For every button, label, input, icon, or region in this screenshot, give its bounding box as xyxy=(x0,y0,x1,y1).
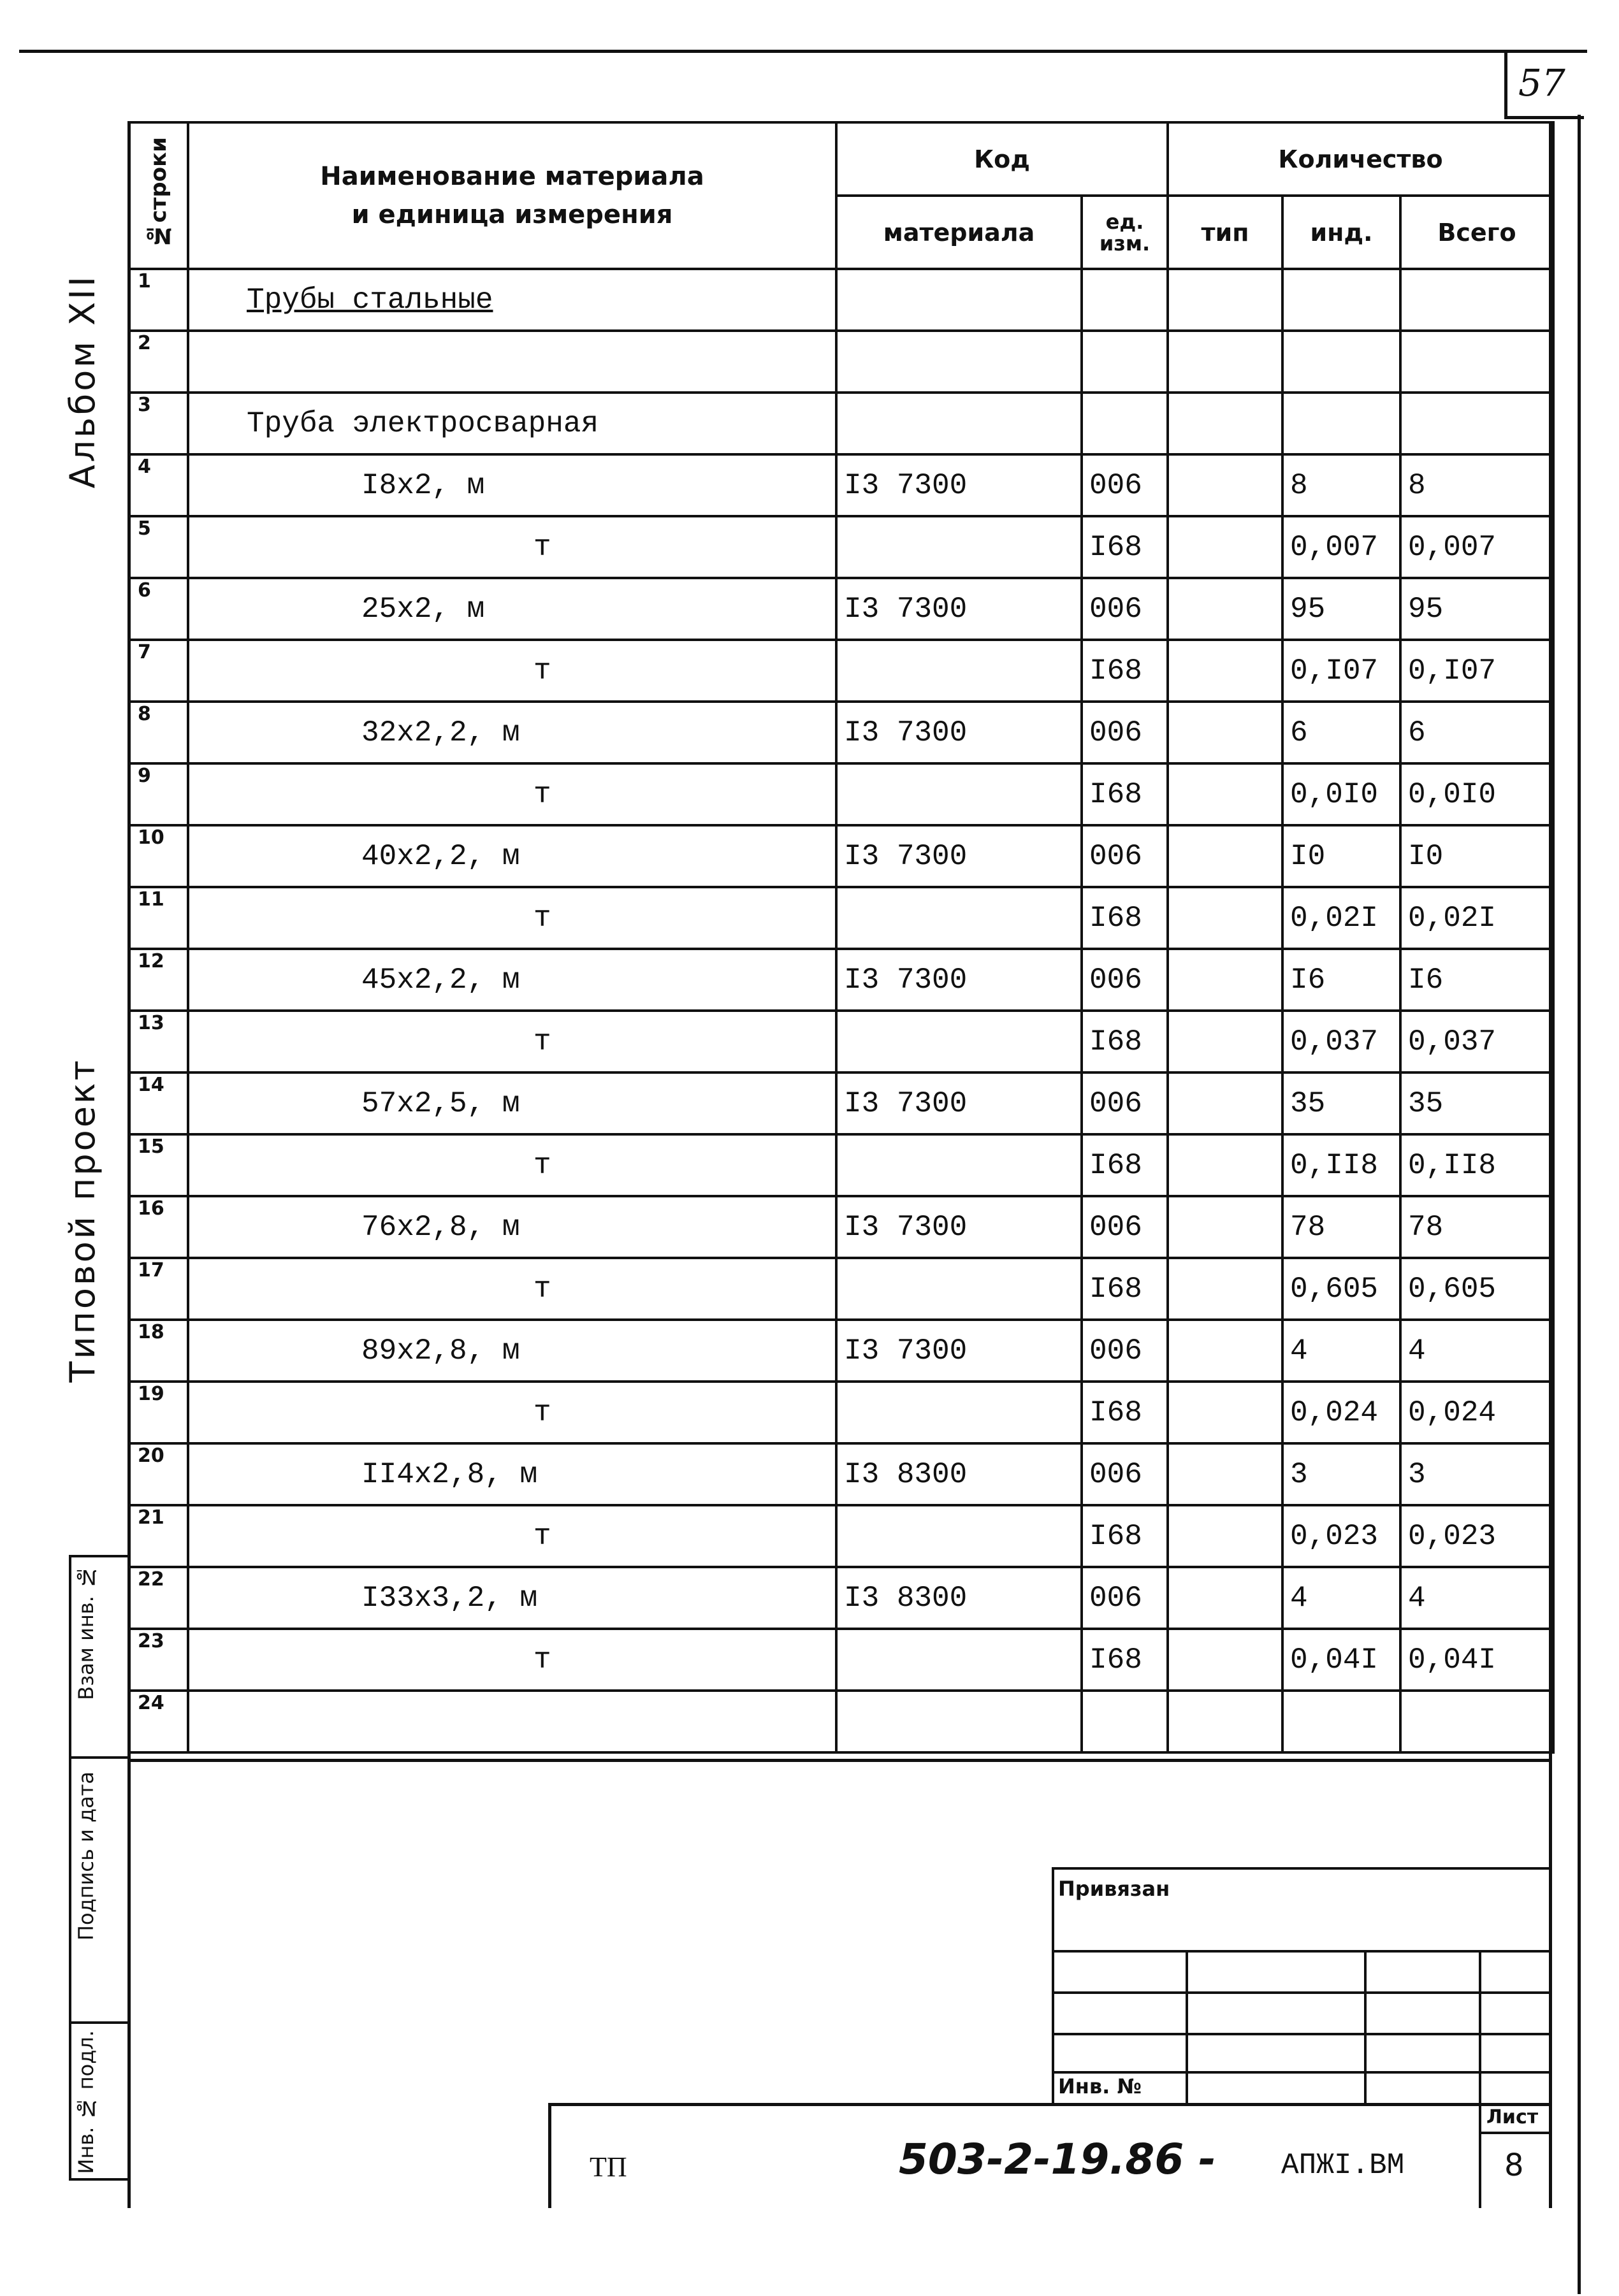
table-row xyxy=(129,1072,1553,1134)
qty-ind: 0,II8 xyxy=(1282,1134,1400,1196)
material-code xyxy=(836,269,1082,331)
qty-type xyxy=(1168,454,1282,516)
table-row xyxy=(129,1691,1553,1752)
qty-type xyxy=(1168,1011,1282,1072)
table-row xyxy=(129,640,1553,702)
table-row xyxy=(129,763,1553,825)
material-name: Труба электросварная xyxy=(188,393,836,454)
qty-type xyxy=(1168,702,1282,763)
material-code-header: материала xyxy=(836,196,1082,269)
qty-type xyxy=(1168,825,1282,887)
unit-code: I68 xyxy=(1082,1382,1168,1443)
side-box-label: Подпись и дата xyxy=(74,1772,98,1941)
tied-vrule-2 xyxy=(1364,1950,1367,2103)
material-code xyxy=(836,1134,1082,1196)
side-box-orig-inv xyxy=(69,2021,130,2181)
row-number: 2 xyxy=(129,331,188,393)
tied-block xyxy=(1052,1867,1552,2103)
unit-code: I68 xyxy=(1082,516,1168,578)
unit-code xyxy=(1082,393,1168,454)
material-name: т xyxy=(188,1505,836,1567)
total-header: Всего xyxy=(1400,196,1553,269)
qty-total: 95 xyxy=(1400,578,1553,640)
qty-type xyxy=(1168,1691,1282,1752)
qty-ind: 95 xyxy=(1282,578,1400,640)
material-name: т xyxy=(188,763,836,825)
name-header-line1: Наименование материала xyxy=(320,162,704,191)
row-number: 15 xyxy=(129,1134,188,1196)
qty-total: 0,02I xyxy=(1400,887,1553,949)
qty-total: 4 xyxy=(1400,1567,1553,1629)
material-code: I3 7300 xyxy=(836,1320,1082,1382)
document-number: 503-2-19.86 - xyxy=(899,2135,1216,2184)
name-header xyxy=(188,122,836,269)
qty-total: 0,037 xyxy=(1400,1011,1553,1072)
unit-code: I68 xyxy=(1082,887,1168,949)
sheet-number: 8 xyxy=(1504,2148,1524,2183)
qty-type xyxy=(1168,1258,1282,1320)
row-number: 10 xyxy=(129,825,188,887)
sheet-rule xyxy=(1479,2132,1552,2134)
material-name: 57x2,5, м xyxy=(188,1072,836,1134)
qty-type xyxy=(1168,516,1282,578)
sheet-label: Лист xyxy=(1486,2106,1539,2128)
qty-ind: 0,037 xyxy=(1282,1011,1400,1072)
qty-total: 4 xyxy=(1400,1320,1553,1382)
qty-total: 0,007 xyxy=(1400,516,1553,578)
qty-ind: 0,0I0 xyxy=(1282,763,1400,825)
material-name xyxy=(188,1691,836,1752)
qty-total: 8 xyxy=(1400,454,1553,516)
row-number: 19 xyxy=(129,1382,188,1443)
qty-total: I0 xyxy=(1400,825,1553,887)
qty-type xyxy=(1168,578,1282,640)
qty-ind: 0,I07 xyxy=(1282,640,1400,702)
qty-type xyxy=(1168,1505,1282,1567)
material-code: I3 7300 xyxy=(836,702,1082,763)
table-row xyxy=(129,1320,1553,1382)
unit-header: ед. изм. xyxy=(1082,196,1168,269)
qty-ind: 4 xyxy=(1282,1320,1400,1382)
material-code xyxy=(836,1505,1082,1567)
tied-vrule-1 xyxy=(1186,1950,1188,2103)
qty-ind xyxy=(1282,331,1400,393)
qty-ind: 0,024 xyxy=(1282,1382,1400,1443)
material-name: 25x2, м xyxy=(188,578,836,640)
table-row xyxy=(129,331,1553,393)
unit-code: 006 xyxy=(1082,1443,1168,1505)
row-number: 18 xyxy=(129,1320,188,1382)
material-name: т xyxy=(188,640,836,702)
code-header: Код xyxy=(836,122,1168,196)
material-name: т xyxy=(188,1011,836,1072)
row-number: 11 xyxy=(129,887,188,949)
material-name: II4x2,8, м xyxy=(188,1443,836,1505)
material-name: т xyxy=(188,1258,836,1320)
tied-rule-1 xyxy=(1052,1950,1552,1953)
qty-total: 78 xyxy=(1400,1196,1553,1258)
qty-type xyxy=(1168,887,1282,949)
unit-code: 006 xyxy=(1082,702,1168,763)
tied-vrule-3 xyxy=(1479,1950,1481,2103)
table-row xyxy=(129,1505,1553,1567)
table-row xyxy=(129,578,1553,640)
material-name: 45x2,2, м xyxy=(188,949,836,1011)
table-row xyxy=(129,702,1553,763)
qty-type xyxy=(1168,1072,1282,1134)
unit-code: 006 xyxy=(1082,578,1168,640)
table-row xyxy=(129,1011,1553,1072)
unit-code: 006 xyxy=(1082,454,1168,516)
type-header: тип xyxy=(1168,196,1282,269)
row-number: 7 xyxy=(129,640,188,702)
qty-type xyxy=(1168,1629,1282,1691)
row-number: 17 xyxy=(129,1258,188,1320)
qty-type xyxy=(1168,1443,1282,1505)
name-header-line2: и единица измерения xyxy=(351,200,673,229)
qty-type xyxy=(1168,949,1282,1011)
qty-total xyxy=(1400,1691,1553,1752)
qty-total: 0,024 xyxy=(1400,1382,1553,1443)
material-name: т xyxy=(188,516,836,578)
table-row xyxy=(129,1443,1553,1505)
qty-ind: 0,04I xyxy=(1282,1629,1400,1691)
material-name: I8x2, м xyxy=(188,454,836,516)
document-suffix: АПЖI.ВМ xyxy=(1281,2149,1405,2182)
tied-label: Привязан xyxy=(1058,1877,1170,1901)
material-code xyxy=(836,887,1082,949)
unit-code: I68 xyxy=(1082,763,1168,825)
material-code: I3 7300 xyxy=(836,454,1082,516)
row-number: 4 xyxy=(129,454,188,516)
side-box-label: Взам инв. № xyxy=(74,1565,98,1700)
inv-label: Инв. № xyxy=(1058,2074,1142,2098)
qty-ind xyxy=(1282,1691,1400,1752)
qty-ind: 0,02I xyxy=(1282,887,1400,949)
qty-ind: 8 xyxy=(1282,454,1400,516)
material-code xyxy=(836,1258,1082,1320)
table-row xyxy=(129,1196,1553,1258)
qty-ind: 0,007 xyxy=(1282,516,1400,578)
qty-total xyxy=(1400,393,1553,454)
row-number: 21 xyxy=(129,1505,188,1567)
table-row xyxy=(129,1258,1553,1320)
qty-total xyxy=(1400,331,1553,393)
qty-total: 0,605 xyxy=(1400,1258,1553,1320)
qty-total: 6 xyxy=(1400,702,1553,763)
top-rule xyxy=(19,50,1587,53)
qty-type xyxy=(1168,1567,1282,1629)
table-row xyxy=(129,949,1553,1011)
row-number: 24 xyxy=(129,1691,188,1752)
table-row xyxy=(129,393,1553,454)
material-code: I3 7300 xyxy=(836,825,1082,887)
material-name: Трубы стальные xyxy=(188,269,836,331)
qty-ind: 0,605 xyxy=(1282,1258,1400,1320)
unit-code: 006 xyxy=(1082,1072,1168,1134)
table-bottom-rule xyxy=(127,1759,1552,1762)
material-code: I3 7300 xyxy=(836,578,1082,640)
unit-code: 006 xyxy=(1082,1567,1168,1629)
material-name xyxy=(188,331,836,393)
materials-table xyxy=(127,121,1555,1754)
material-code xyxy=(836,1691,1082,1752)
material-code: I3 7300 xyxy=(836,949,1082,1011)
material-name: 89x2,8, м xyxy=(188,1320,836,1382)
row-number: 12 xyxy=(129,949,188,1011)
sheet-divider xyxy=(1479,2103,1481,2208)
row-number-header: №строки xyxy=(129,122,188,269)
qty-ind xyxy=(1282,393,1400,454)
side-box-label: Инв. № подл. xyxy=(74,2030,98,2174)
table-row xyxy=(129,825,1553,887)
material-code xyxy=(836,331,1082,393)
material-code xyxy=(836,1011,1082,1072)
material-name: I33x3,2, м xyxy=(188,1567,836,1629)
row-number: 13 xyxy=(129,1011,188,1072)
album-label: Альбом XII xyxy=(62,274,103,489)
qty-ind: 4 xyxy=(1282,1567,1400,1629)
row-number: 23 xyxy=(129,1629,188,1691)
material-code xyxy=(836,763,1082,825)
qty-ind: I6 xyxy=(1282,949,1400,1011)
ind-header: инд. xyxy=(1282,196,1400,269)
row-number: 1 xyxy=(129,269,188,331)
qty-ind: 35 xyxy=(1282,1072,1400,1134)
qty-total: 0,04I xyxy=(1400,1629,1553,1691)
unit-code xyxy=(1082,269,1168,331)
table-row xyxy=(129,1629,1553,1691)
qty-total: 35 xyxy=(1400,1072,1553,1134)
qty-type xyxy=(1168,1196,1282,1258)
material-code: I3 8300 xyxy=(836,1567,1082,1629)
material-code: I3 8300 xyxy=(836,1443,1082,1505)
side-box-replace-inv xyxy=(69,1555,130,1759)
quantity-header: Количество xyxy=(1168,122,1553,196)
qty-total: 0,II8 xyxy=(1400,1134,1553,1196)
row-number: 22 xyxy=(129,1567,188,1629)
material-name: т xyxy=(188,887,836,949)
material-name: 76x2,8, м xyxy=(188,1196,836,1258)
row-number: 5 xyxy=(129,516,188,578)
qty-ind: 3 xyxy=(1282,1443,1400,1505)
qty-type xyxy=(1168,393,1282,454)
qty-type xyxy=(1168,1134,1282,1196)
row-number: 6 xyxy=(129,578,188,640)
unit-code: I68 xyxy=(1082,1629,1168,1691)
qty-total: 0,023 xyxy=(1400,1505,1553,1567)
qty-type xyxy=(1168,1320,1282,1382)
material-name: т xyxy=(188,1382,836,1443)
tied-rule-4 xyxy=(1052,2071,1552,2074)
material-code xyxy=(836,516,1082,578)
qty-ind xyxy=(1282,269,1400,331)
unit-code xyxy=(1082,1691,1168,1752)
table-row xyxy=(129,887,1553,949)
qty-total: I6 xyxy=(1400,949,1553,1011)
material-name: т xyxy=(188,1134,836,1196)
unit-code: 006 xyxy=(1082,1320,1168,1382)
project-label: Типовой проект xyxy=(62,1058,103,1383)
table-row xyxy=(129,1567,1553,1629)
material-code xyxy=(836,1382,1082,1443)
material-code: I3 7300 xyxy=(836,1196,1082,1258)
table-row xyxy=(129,1134,1553,1196)
table-row xyxy=(129,516,1553,578)
qty-ind: 0,023 xyxy=(1282,1505,1400,1567)
qty-ind: I0 xyxy=(1282,825,1400,887)
qty-total: 0,I07 xyxy=(1400,640,1553,702)
material-name: 32x2,2, м xyxy=(188,702,836,763)
row-number: 3 xyxy=(129,393,188,454)
unit-code: I68 xyxy=(1082,1505,1168,1567)
row-number: 16 xyxy=(129,1196,188,1258)
row-number: 20 xyxy=(129,1443,188,1505)
unit-code xyxy=(1082,331,1168,393)
qty-ind: 78 xyxy=(1282,1196,1400,1258)
tp-label: ТП xyxy=(590,2151,627,2183)
qty-type xyxy=(1168,331,1282,393)
row-number: 14 xyxy=(129,1072,188,1134)
material-code xyxy=(836,1629,1082,1691)
table-row xyxy=(129,1382,1553,1443)
tied-rule-3 xyxy=(1052,2033,1552,2035)
qty-type xyxy=(1168,763,1282,825)
qty-type xyxy=(1168,640,1282,702)
unit-code: I68 xyxy=(1082,640,1168,702)
qty-total: 3 xyxy=(1400,1443,1553,1505)
table-row xyxy=(129,454,1553,516)
row-number: 8 xyxy=(129,702,188,763)
qty-ind: 6 xyxy=(1282,702,1400,763)
unit-code: 006 xyxy=(1082,1196,1168,1258)
page-number: 57 xyxy=(1518,61,1565,105)
qty-total xyxy=(1400,269,1553,331)
unit-code: I68 xyxy=(1082,1011,1168,1072)
table-row xyxy=(129,269,1553,331)
material-name: т xyxy=(188,1629,836,1691)
material-code xyxy=(836,640,1082,702)
unit-code: 006 xyxy=(1082,949,1168,1011)
unit-code: I68 xyxy=(1082,1258,1168,1320)
qty-type xyxy=(1168,269,1282,331)
tied-rule-2 xyxy=(1052,1991,1552,1994)
qty-type xyxy=(1168,1382,1282,1443)
side-box-signature xyxy=(69,1756,130,2024)
right-margin-rule xyxy=(1578,115,1581,2294)
unit-code: 006 xyxy=(1082,825,1168,887)
row-number: 9 xyxy=(129,763,188,825)
qty-total: 0,0I0 xyxy=(1400,763,1553,825)
material-name: 40x2,2, м xyxy=(188,825,836,887)
material-code: I3 7300 xyxy=(836,1072,1082,1134)
material-code xyxy=(836,393,1082,454)
unit-code: I68 xyxy=(1082,1134,1168,1196)
